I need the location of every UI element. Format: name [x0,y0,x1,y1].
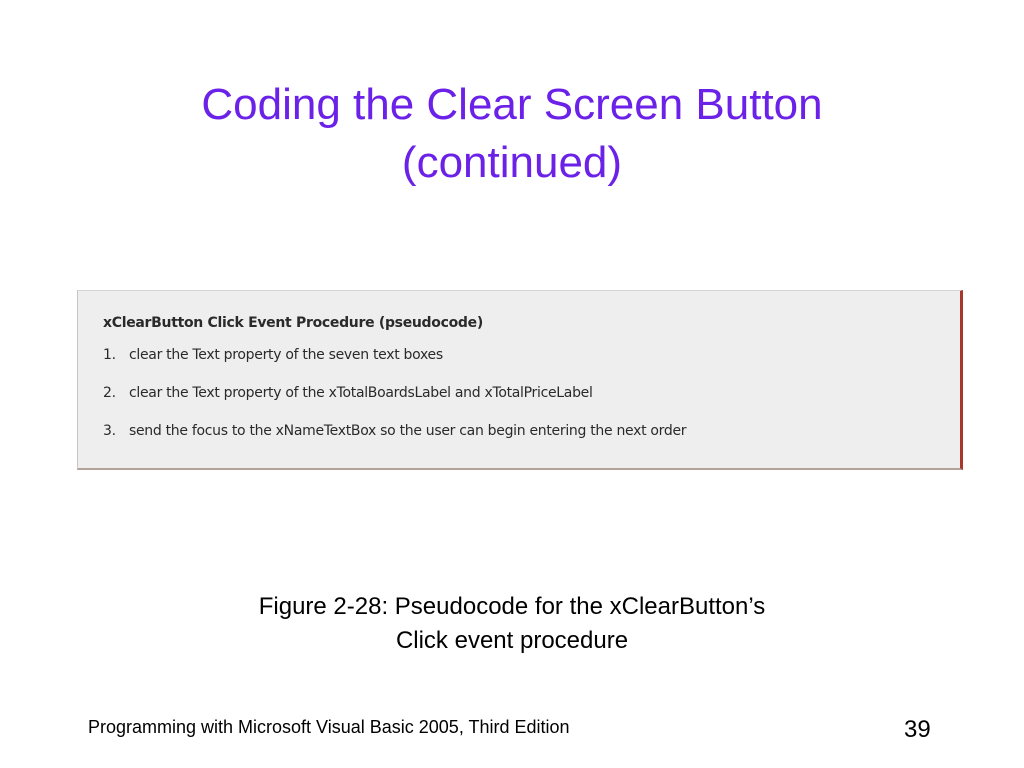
pseudocode-step [103,345,686,365]
step-text: clear the Text property of the xTotalBoardsLabel and xTotalPriceLabel [129,385,593,401]
pseudocode-figure [77,290,963,470]
caption-line-2: Click event procedure [395,627,629,654]
footer-book-title: Programming with Microsoft Visual Basic 2005, Third Edition [88,717,570,737]
figure-caption [120,590,904,658]
page-number: 39 [904,716,931,743]
step-text: send the focus to the xNameTextBox so the user can begin entering the next order [129,423,687,439]
figure-heading: xClearButton Click Event Procedure (pseudocode) [103,315,483,331]
step-text: clear the Text property of the seven text boxes [129,347,443,363]
slide-title-line-1: Coding the Clear Screen Button [201,80,823,129]
pseudocode-steps [103,345,686,459]
caption-line-1: Figure 2-28: Pseudocode for the xClearButton’s [258,593,766,620]
pseudocode-step [103,421,686,441]
slide-title-line-2: (continued) [401,138,623,187]
slide-title [80,76,944,192]
step-number: 1. [103,347,116,363]
pseudocode-step [103,383,686,403]
step-number: 3. [103,423,116,439]
step-number: 2. [103,385,116,401]
